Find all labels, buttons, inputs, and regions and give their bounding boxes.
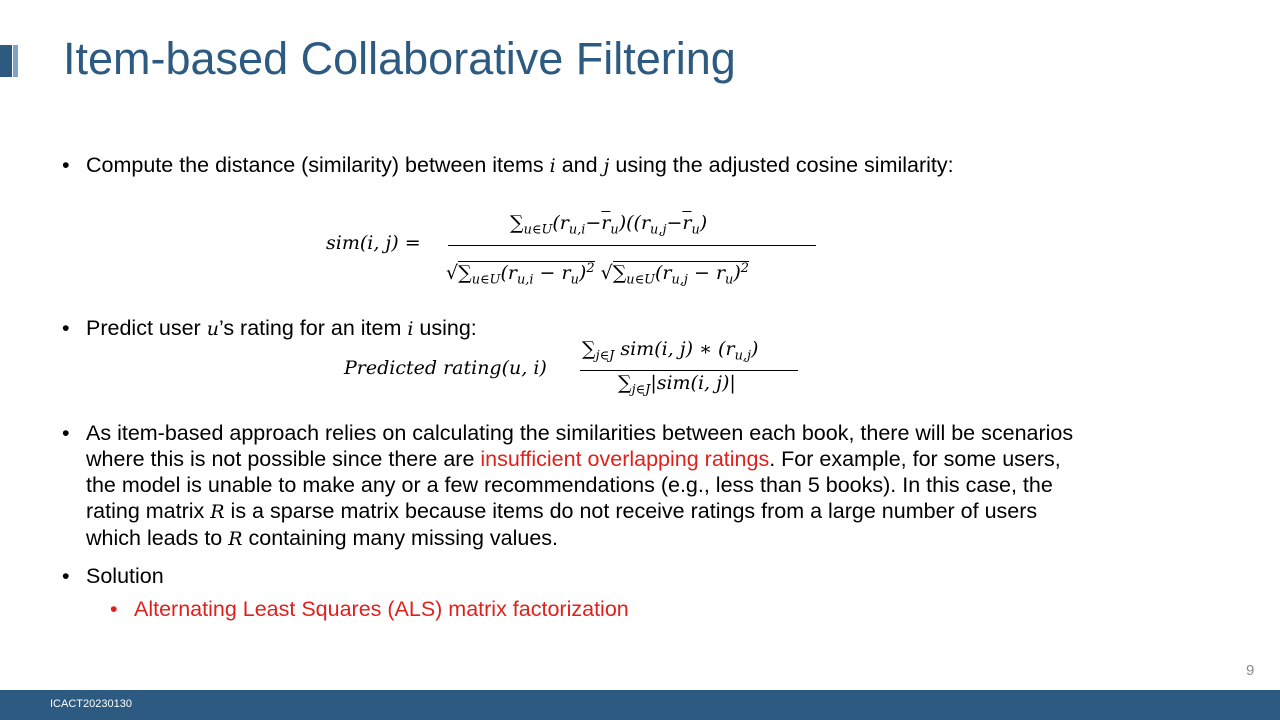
footer-bar [0,690,1280,720]
formula-numerator: $\sum_{u\in U}(r_{u,i}-\overline{r}_u)((r_{u,j}-\overline{r}_u)$ [510,212,708,238]
paragraph-line: rating matrix R is a sparse matrix because items do not receive ratings from a large number of users [86,499,1038,523]
bullet-text: Solution [86,564,164,588]
paragraph-line: As item-based approach relies on calculating the similarities between each book, there will be scenarios [86,421,1074,445]
paragraph-line: the model is unable to make any or a few recommendations (e.g., less than 5 books). In this case, the [86,473,1053,497]
bullet-text: Predict user u’s rating for an item i using: [86,316,477,340]
accent-bar-dark [0,45,12,77]
bullet-dot: • [62,564,70,588]
page-number: 9 [1246,662,1255,679]
title-accent-bar [0,45,18,77]
bullet-text: Compute the distance (similarity) between items i and j using the adjusted cosine similarity: [86,153,954,177]
paragraph-line: where this is not possible since there are insufficient overlapping ratings. For example, for some users, [86,447,1061,471]
formula-lhs: sim(i, j) = [326,232,421,254]
accent-bar-light [13,45,18,77]
prediction-fraction-line [580,370,798,371]
formula-fraction-line [448,245,816,246]
slide-title: Item-based Collaborative Filtering [63,33,736,84]
bullet-dot: • [62,316,70,340]
formula-denominator: $√\sum_{u\in U}(r_{u,i} - \overline{r}_u)^2$ $√\sum_{u\in U}(r_{u,j} - \overline{r}_u)^2$ [446,260,749,288]
prediction-denominator: $\sum_{j\in J}|sim(i$, j)| [618,372,736,398]
bullet-dot: • [110,597,118,621]
prediction-lhs: Predicted rating(u, i) [344,357,547,379]
prediction-numerator: $\sum_{j\in J}$ sim(i, j) ∗ $(r_{u,j})$ [582,338,759,364]
bullet-dot: • [62,153,70,177]
bullet-text: Alternating Least Squares (ALS) matrix factorization [134,597,629,621]
highlight-insufficient-ratings: insufficient overlapping ratings [480,447,770,471]
paragraph-line: which leads to R containing many missing values. [86,526,559,550]
bullet-paragraph [86,420,1073,552]
bullet-dot: • [62,421,70,445]
footer-label: ICACT20230130 [50,698,132,710]
